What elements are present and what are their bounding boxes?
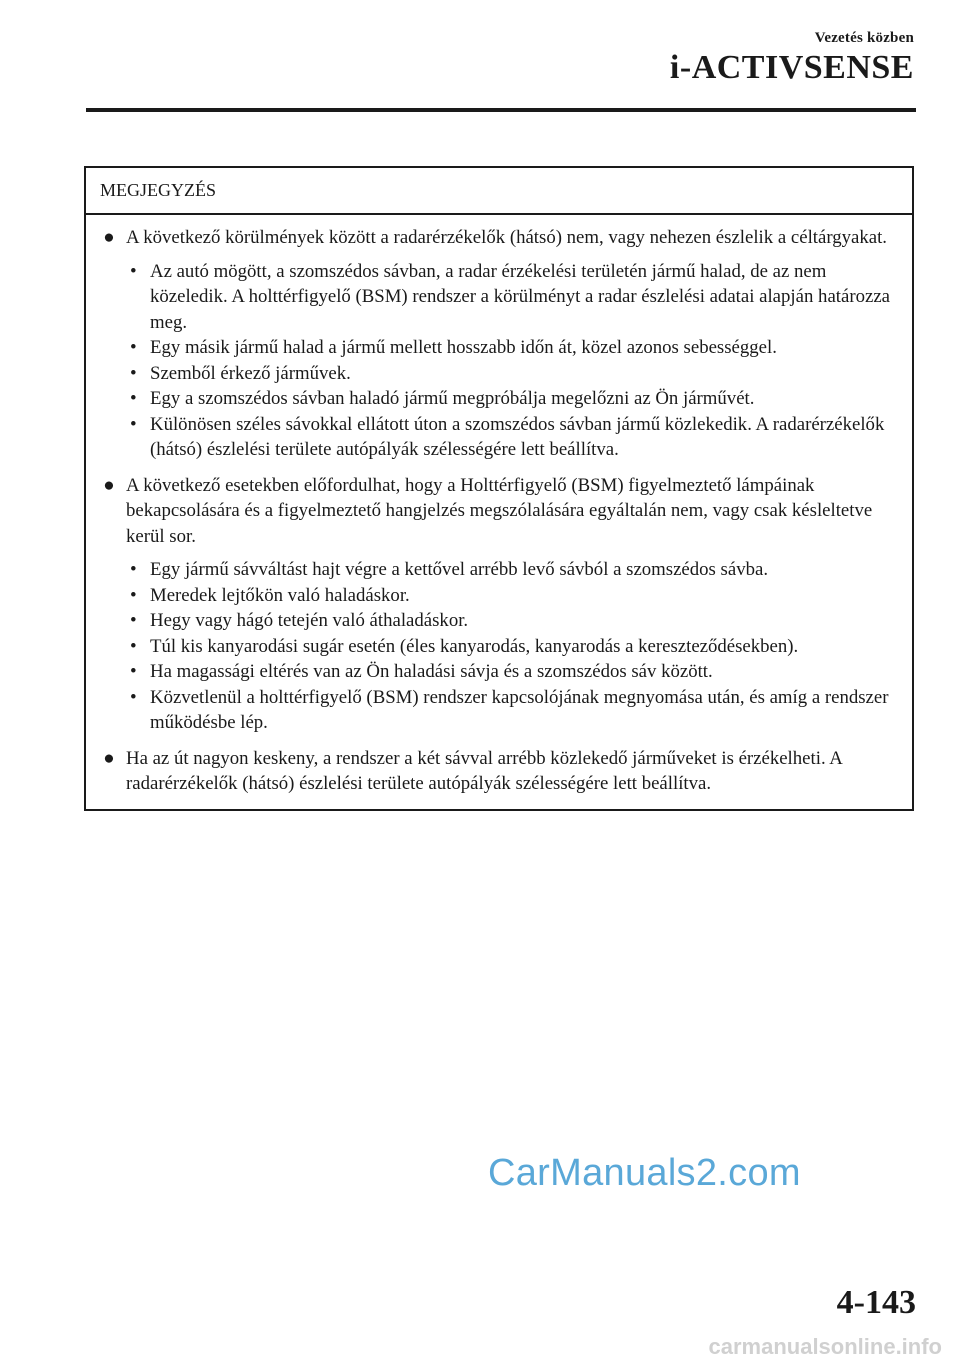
sub-item: • Különösen széles sávokkal ellátott úton a szomszédos sávban jármű közlekedik. A radarérzékelők (hátsó) észlelési területe autópályák szélességére lett beállítva. — [130, 413, 885, 460]
note-item-text: A következő esetekben előfordulhat, hogy a Holttérfigyelő (BSM) figyelmeztető lámpáinak bekapcsolására és a figyelmeztető hangjelzés megszólalására egyáltalán nem, vagy csak késleltetve kerül sor. — [126, 474, 873, 547]
sub-bullet-icon: • — [130, 584, 137, 606]
sub-item: • Egy másik jármű halad a jármű mellett hosszabb időn át, közel azonos sebességgel. — [126, 335, 902, 361]
sub-bullet-icon: • — [130, 559, 137, 580]
note-item — [100, 473, 902, 736]
sub-bullet-icon: • — [130, 388, 137, 409]
sub-item: • Meredek lejtőkön való haladáskor. — [126, 583, 902, 609]
sub-bullet-icon: • — [130, 686, 137, 708]
note-item — [100, 225, 902, 463]
sub-item: • Az autó mögött, a szomszédos sávban, a radar érzékelési területén jármű halad, de az nem közeledik. A holttérfigyelő (BSM) rendszer a körülményt a radar észlelési adatai alapján határozza meg. — [130, 260, 890, 333]
sub-bullet-icon: • — [130, 362, 137, 384]
sub-item: • Egy a szomszédos sávban haladó jármű megpróbálja megelőzni az Ön járművét. — [126, 386, 902, 412]
header-rule — [86, 108, 916, 112]
sub-bullet-icon: • — [130, 337, 137, 358]
page-header — [670, 30, 914, 87]
sub-list — [126, 557, 902, 736]
sub-item: • Szemből érkező járművek. — [126, 361, 902, 387]
note-item-text: Ha az út nagyon keskeny, a rendszer a két sávval arrébb közlekedő járműveket is érzékelheti. A radarérzékelők (hátsó) észlelési területe autópályák szélességére lett beállítva. — [126, 747, 842, 794]
bullet-icon: ● — [103, 474, 115, 496]
sub-bullet-icon: • — [130, 635, 137, 657]
sub-list — [126, 259, 902, 463]
sub-item: • Hegy vagy hágó tetején való áthaladáskor. — [126, 608, 902, 634]
sub-bullet-icon: • — [130, 413, 137, 435]
sub-item: • Közvetlenül a holttérfigyelő (BSM) rendszer kapcsolójának megnyomása után, és amíg a rendszer működésbe lép. — [130, 686, 889, 733]
bullet-icon: ● — [103, 747, 115, 769]
bullet-icon: ● — [103, 227, 115, 248]
note-title: MEGJEGYZÉS — [86, 168, 912, 215]
footer-site-watermark: carmanualsonline.info — [708, 1334, 942, 1359]
sub-item: • Ha magassági eltérés van az Ön haladási sávja és a szomszédos sáv között. — [126, 659, 902, 685]
note-box — [84, 166, 914, 811]
page-number: 4-143 — [836, 1284, 916, 1321]
sub-item: • Egy jármű sávváltást hajt végre a kettővel arrébb levő sávból a szomszédos sávba. — [126, 557, 902, 583]
section-label: Vezetés közben — [814, 30, 914, 46]
sub-bullet-icon: • — [130, 610, 137, 631]
chapter-title: i-ACTIVSENSE — [669, 49, 914, 86]
sub-bullet-icon: • — [130, 260, 137, 282]
sub-item: • Túl kis kanyarodási sugár esetén (éles kanyarodás, kanyarodás a kereszteződésekben). — [126, 634, 902, 660]
sub-bullet-icon: • — [130, 661, 137, 682]
note-body — [86, 215, 912, 809]
note-item — [100, 746, 902, 797]
watermark-logo: CarManuals2.com — [488, 1152, 801, 1194]
note-item-text: A következő körülmények között a radarérzékelők (hátsó) nem, vagy nehezen észlelik a céltárgyakat. — [126, 227, 888, 248]
